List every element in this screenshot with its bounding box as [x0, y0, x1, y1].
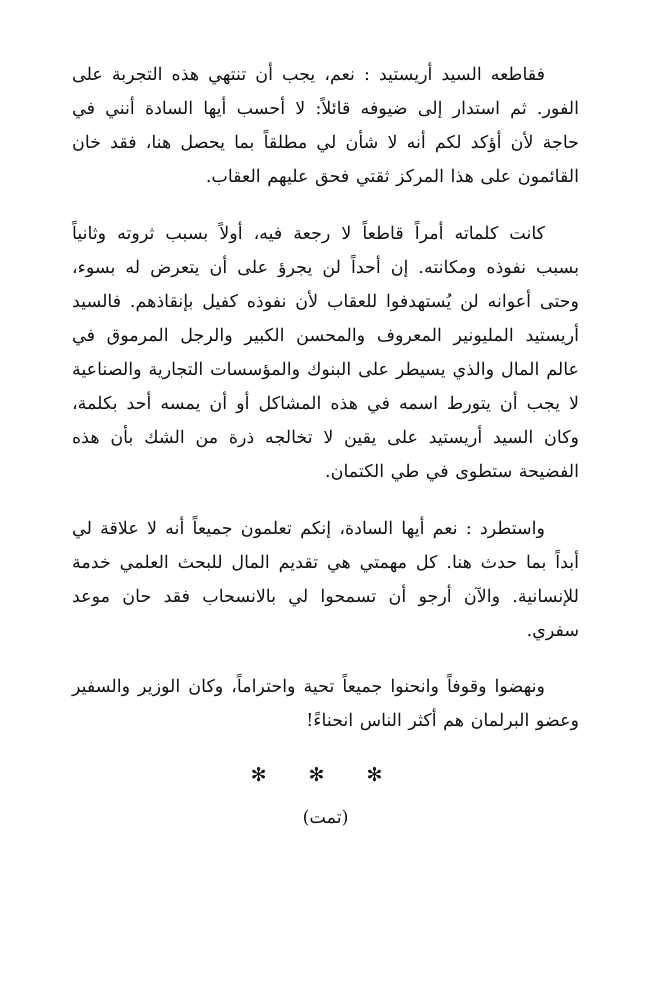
paragraph-2: كانت كلماته أمراً قاطعاً لا رجعة فيه، أولاً بسبب ثروته وثانياً بسبب نفوذه ومكانته. إن أحداً لن يجرؤ على أن يتعرض له بسوء، وحتى أعوانه لن يُستهدفوا للعقاب لأن نفوذه كفيل بإنقاذهم. فالسيد أريستيد المليونير المعروف والمحسن الكبير والرجل المرموق في عالم المال والذي يسيطر على البنوك والمؤسسات التجارية والصناعية لا يجب أن يتورط اسمه في هذه المشاكل أو أن يمسه أحد بكلمة، وكان السيد أريستيد على يقين لا تخالجه ذرة من الشك بأن هذه الفضيحة ستطوى في طي الكتمان. — [72, 223, 579, 483]
paragraph-1: فقاطعه السيد أريستيد : نعم، يجب أن تنتهي هذه التجربة على الفور. ثم استدار إلى ضيوفه قائلاً: لا أحسب أيها السادة أنني في حاجة لأن أؤكد لكم أنه لا شأن لي مطلقاً بما يحصل هنا، فقد خان القائمون على هذا المركز ثقتي فحق عليهم العقاب. — [72, 65, 579, 188]
paragraph-3: واستطرد : نعم أيها السادة، إنكم تعلمون جميعاً أنه لا علاقة لي أبداً بما حدث هنا. كل مهمتي هي تقديم المال للبحث العلمي خدمة للإنسانية. والآن أرجو أن تسمحوا لي بالانسحاب فقد حان موعد سفري. — [72, 518, 579, 641]
paragraph-4: ونهضوا وقوفاً وانحنوا جميعاً تحية واحتراماً، وكان الوزير والسفير وعضو البرلمان هم أكثر الناس انحناءً! — [72, 677, 579, 732]
end-of-text-marker: (تمت) — [302, 808, 349, 829]
section-divider-asterisks: ✻ ✻ ✻ — [250, 764, 401, 787]
